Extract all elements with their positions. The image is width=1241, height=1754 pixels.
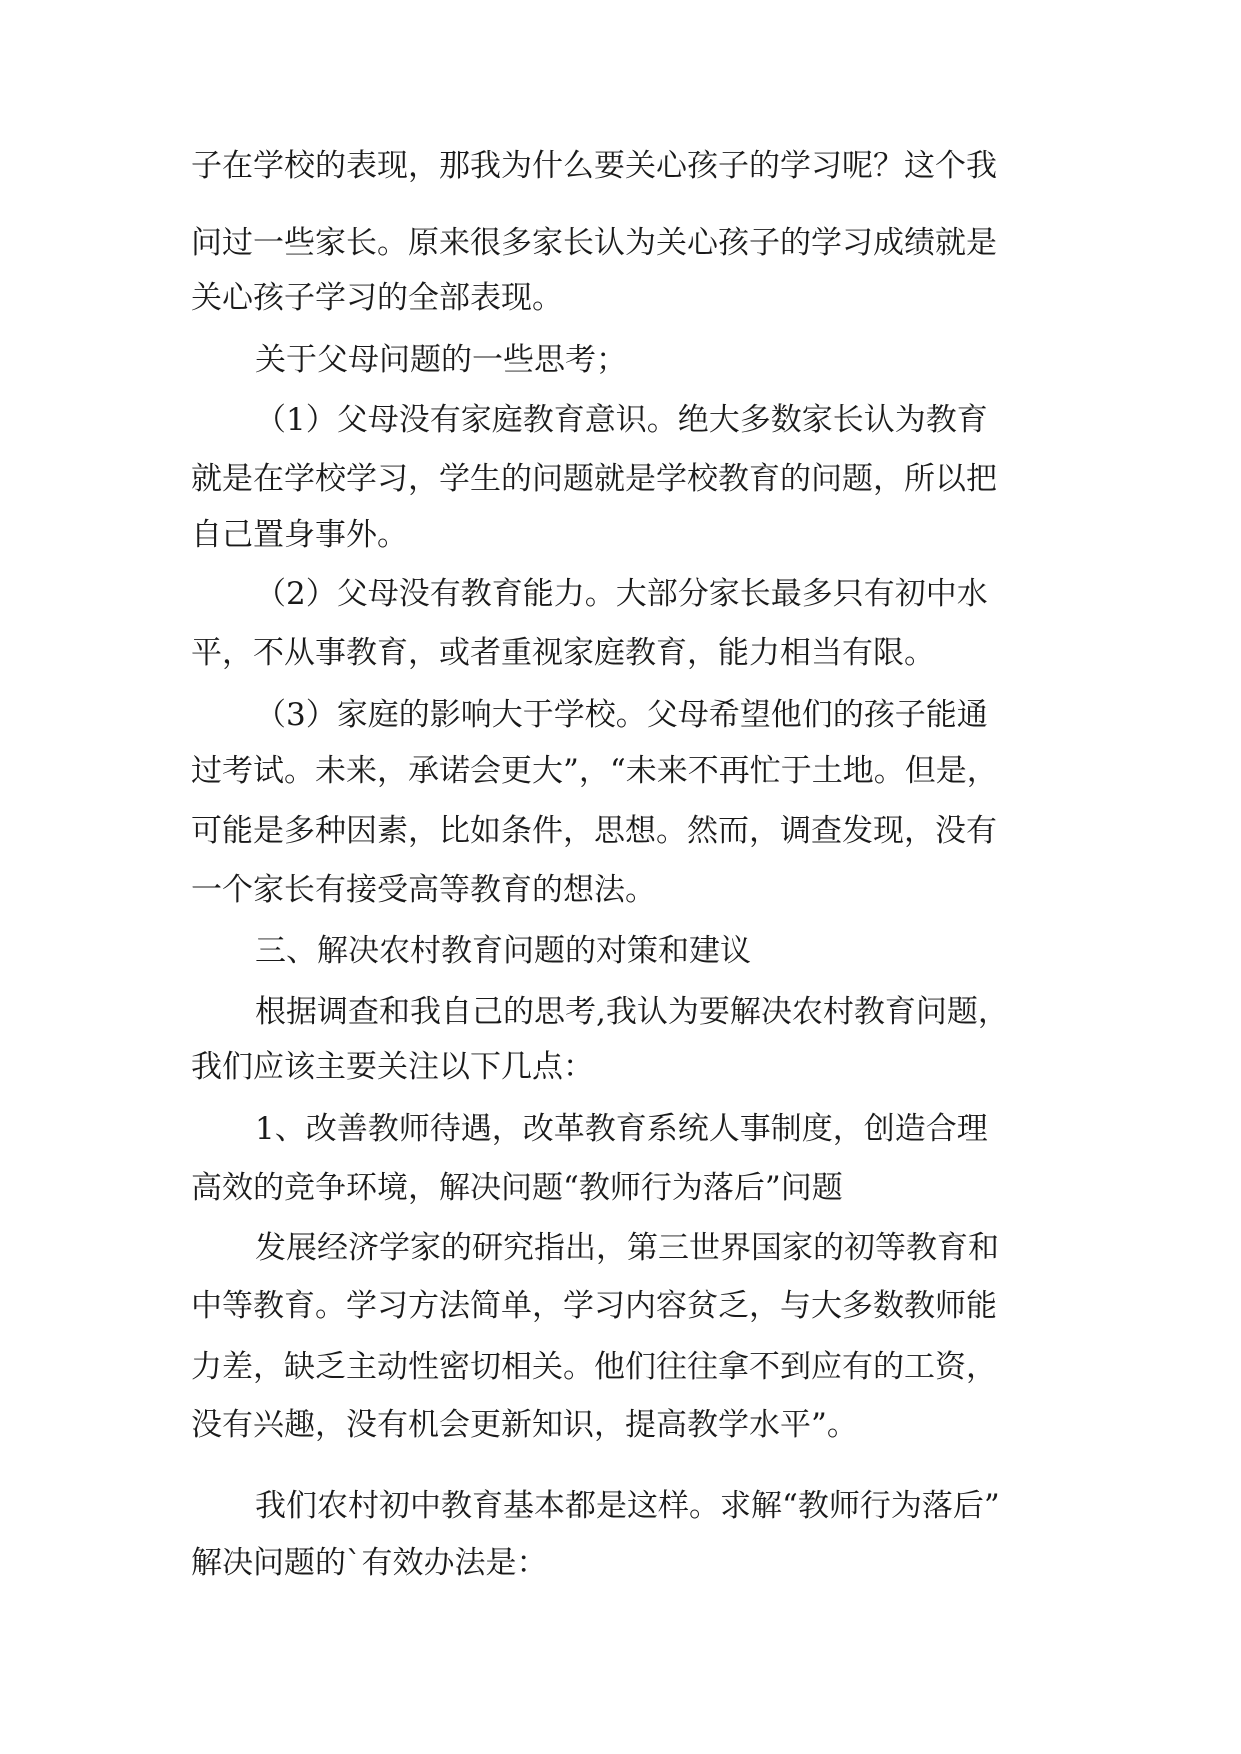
text-line: 没有兴趣，没有机会更新知识，提高教学水平”。 [191,1407,858,1443]
text-line: （3）家庭的影响大于学校。父母希望他们的孩子能通 [255,697,988,733]
text-line: 我们农村初中教育基本都是这样。求解“教师行为落后” [255,1488,1000,1524]
text-line: 平，不从事教育，或者重视家庭教育，能力相当有限。 [191,635,935,671]
text-line: （2）父母没有教育能力。大部分家长最多只有初中水 [255,576,988,612]
text-line: （1）父母没有家庭教育意识。绝大多数家长认为教育 [255,402,988,438]
text-line: 力差，缺乏主动性密切相关。他们往往拿不到应有的工资， [191,1349,997,1385]
text-line: 关于父母问题的一些思考； [255,342,627,378]
text-line: 自己置身事外。 [191,517,408,553]
text-line: 中等教育。学习方法简单，学习内容贫乏，与大多数教师能 [191,1288,997,1324]
text-line: 一个家长有接受高等教育的想法。 [191,872,656,908]
text-line: 可能是多种因素，比如条件，思想。然而，调查发现，没有 [191,813,997,849]
text-line: 高效的竞争环境，解决问题“教师行为落后”问题 [191,1170,843,1206]
text-line: 关心孩子学习的全部表现。 [191,280,563,316]
text-line: 过考试。未来，承诺会更大”，“未来不再忙于土地。但是， [191,753,998,789]
section-heading: 三、解决农村教育问题的对策和建议 [255,933,751,969]
text-line: 解决问题的`有效办法是： [191,1545,548,1581]
text-line: 就是在学校学习，学生的问题就是学校教育的问题，所以把 [191,461,997,497]
text-line: 根据调查和我自己的思考,我认为要解决农村教育问题， [255,994,1009,1030]
text-line: 发展经济学家的研究指出，第三世界国家的初等教育和 [255,1230,999,1266]
text-line: 1、改善教师待遇，改革教育系统人事制度，创造合理 [255,1111,988,1147]
text-line: 子在学校的表现，那我为什么要关心孩子的学习呢？这个我 [191,148,997,184]
text-line: 我们应该主要关注以下几点： [191,1049,594,1085]
text-line: 问过一些家长。原来很多家长认为关心孩子的学习成绩就是 [191,225,997,261]
